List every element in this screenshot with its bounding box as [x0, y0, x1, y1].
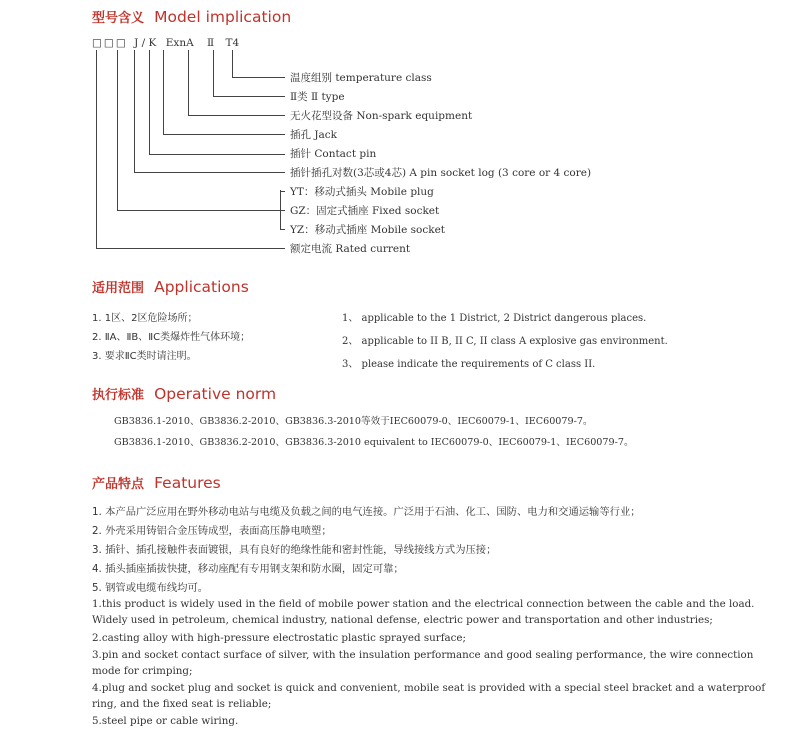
applications-cn-item: 2. ⅡA、ⅡB、ⅡC类爆炸性气体环境；: [92, 332, 251, 343]
connector-v-pin-count: [134, 50, 135, 172]
legend-contact-pin: 插针 Contact pin: [290, 148, 377, 160]
legend-jack: 插孔 Jack: [290, 129, 338, 141]
connector-h-nonspark: [188, 115, 285, 116]
applications-title-en: Applications: [154, 278, 249, 296]
connector-h-jack: [163, 134, 285, 135]
norm-title-cn: 执行标准: [92, 388, 145, 403]
model-code-boxes: □□□: [92, 37, 128, 49]
connector-h-pin-count: [134, 172, 285, 173]
connector-h-contact-pin: [149, 154, 285, 155]
model-title-cn: 型号含义: [92, 11, 145, 26]
applications-en-item: 3、 please indicate the requirements of C class II.: [342, 359, 596, 370]
connector-v-type-ii: [213, 50, 214, 96]
features-cn-item: 5. 钢管或电缆布线均可。: [92, 582, 209, 594]
norm-line-en: GB3836.1-2010、GB3836.2-2010、GB3836.3-2010 equivalent to IEC60079-0、IEC60079-1、IEC60079-7。: [114, 437, 634, 448]
applications-cn-item: 3. 要求ⅡC类时请注明。: [92, 351, 197, 362]
applications-en-item: 2、 applicable to II B, II C, II class A explosive gas environment.: [342, 336, 668, 347]
legend-mobile-socket: YZ：移动式插座 Mobile socket: [290, 224, 446, 236]
legend-non-spark: 无火花型设备 Non-spark equipment: [290, 110, 473, 122]
features-section-title: [92, 473, 221, 492]
connector-v-jack: [163, 50, 164, 134]
model-code-row: [92, 37, 239, 49]
features-en-item: 3.pin and socket contact surface of silver, with the insulation performance and good sealing performance, the wire connection mode for crimping;: [92, 649, 754, 677]
norm-line-cn: GB3836.1-2010、GB3836.2-2010、GB3836.3-2010等效于IEC60079-0、IEC60079-1、IEC60079-7。: [114, 416, 593, 427]
applications-en-item: 1、 applicable to the 1 District, 2 District dangerous places.: [342, 313, 647, 324]
connector-v-type-fixed: [117, 50, 118, 211]
legend-rated-current: 额定电流 Rated current: [290, 243, 411, 255]
connector-v-nonspark: [188, 50, 189, 115]
model-code-jk: J / K: [134, 37, 157, 49]
features-en-item: 1.this product is widely used in the field of mobile power station and the electrical connection between the cable and the load. Widely used in petroleum, chemical industry, national defense, electric power and transportation and other industries;: [92, 598, 755, 626]
connector-h-rated-current: [96, 248, 285, 249]
connector-h-temp: [232, 77, 285, 78]
features-title-cn: 产品特点: [92, 477, 145, 492]
applications-section-title: [92, 277, 249, 296]
model-title-en: Model implication: [154, 8, 292, 26]
legend-fixed-socket: GZ：固定式插座 Fixed socket: [290, 205, 440, 217]
features-cn-item: 2. 外壳采用铸铝合金压铸成型，表面高压静电喷塑；: [92, 525, 332, 537]
model-section-title: [92, 7, 291, 26]
legend-mobile-plug: YT：移动式插头 Mobile plug: [290, 186, 434, 198]
legend-type-ii: Ⅱ类 Ⅱ type: [290, 91, 345, 103]
connector-v-rated-current: [96, 50, 97, 248]
features-title-en: Features: [154, 474, 221, 492]
legend-temperature-class: 温度组别 temperature class: [290, 72, 432, 84]
connector-h-yz: [280, 229, 285, 230]
features-en-item: 5.steel pipe or cable wiring.: [92, 715, 239, 727]
norm-section-title: [92, 384, 276, 403]
connector-v-contact-pin: [149, 50, 150, 154]
features-en-item: 2.casting alloy with high-pressure electrostatic plastic sprayed surface;: [92, 632, 466, 644]
connector-v-temp: [232, 50, 233, 77]
connector-h-yt: [280, 191, 285, 192]
features-cn-item: 3. 插针、插孔接触件表面镀银，具有良好的绝缘性能和密封性能，导线接线方式为压接；: [92, 544, 497, 556]
model-code-exna: ExnA: [165, 37, 194, 49]
norm-title-en: Operative norm: [154, 385, 277, 403]
applications-cn-item: 1. 1区、2区危险场所；: [92, 313, 198, 324]
features-cn-item: 4. 插头插座插拔快捷，移动座配有专用钢支架和防水圈，固定可靠；: [92, 563, 404, 575]
connector-h-fixed: [117, 210, 285, 211]
features-en-item: 4.plug and socket plug and socket is quick and convenient, mobile seat is provided with a special steel bracket and a waterproof ring, and the fixed seat is reliable;: [92, 682, 766, 710]
legend-pin-socket-log: 插针插孔对数(3芯或4芯) A pin socket log (3 core or 4 core): [290, 167, 592, 179]
connector-h-type-ii: [213, 96, 285, 97]
model-code-ii: Ⅱ: [207, 37, 215, 49]
model-code-t4: T4: [225, 37, 240, 49]
features-cn-item: 1. 本产品广泛应用在野外移动电站与电缆及负载之间的电气连接。广泛用于石油、化工、国防、电力和交通运输等行业；: [92, 506, 641, 518]
applications-title-cn: 适用范围: [92, 281, 145, 296]
